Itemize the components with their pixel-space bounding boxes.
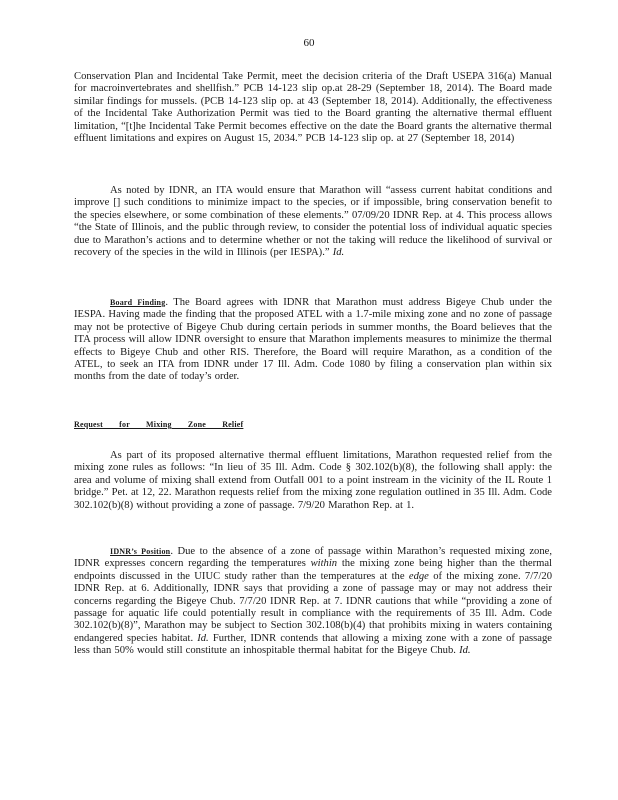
- citation-id: Id.: [332, 247, 345, 259]
- paragraph-text: Further, IDNR contends that allowing a mixing zone with a zone of passage less than 50% would still constitute an inhospitable thermal habitat for the Bigeye Chub.: [74, 632, 552, 657]
- citation-id: Id.: [197, 632, 209, 644]
- paragraph-mixing-zone-request: [74, 450, 552, 512]
- board-finding-heading: Board Finding: [110, 298, 166, 307]
- paragraph-text: Conservation Plan and Incidental Take Permit, meet the decision criteria of the Draft USEPA 316(a) Manual for macroinvertebrates and shellfish.” PCB 14-123 slip op.at 28-29 (September 18, 2014). The Board made similar findings for mussels. (PCB 14-123 slip op. at 43 (September 18, 2014). Additionally, the effectiveness of the Incidental Take Authorization Permit was tied to the Board granting the alternative thermal effluent limitation, “[t]he Incidental Take Permit becomes effective on the date the Board grants the alternative thermal effluent limitations and expires on August 15, 2034.” PCB 14-123 slip op. at 27 (September 18, 2014): [74, 71, 552, 145]
- paragraph-text: the mixing zone being higher than the thermal endpoints discussed in the UIUC study rather than the temperatures at the: [74, 558, 552, 582]
- page-number: 60: [303, 37, 315, 49]
- emphasis-edge: edge: [408, 570, 429, 582]
- paragraph-text: of the mixing zone. 7/7/20 IDNR Rep. at 6. Additionally, IDNR says that providing a zone of passage may or may not address their concerns regarding the Bigeye Chub. 7/7/20 IDNR Rep. at 7. IDNR cautions that while “providing a zone of passage for aquatic life could potentially result in compliance with the requirements of 35 Ill. Adm. Code 302.102(b)(8)”, Marathon may be subject to Section 302.108(b)(4) that prohibits mixing in waters containing endangered species habitat.: [74, 570, 552, 644]
- section-heading: Request for Mixing Zone Relief: [74, 420, 244, 429]
- citation-id: Id.: [459, 645, 471, 657]
- paragraph-idnr-position: [74, 546, 552, 658]
- paragraph-board-finding: [74, 297, 552, 384]
- paragraph-idnr-ita: [74, 185, 552, 259]
- paragraph-text: . Due to the absence of a zone of passage within Marathon’s requested mixing zone, IDNR expresses concern regarding the temperatures: [74, 546, 552, 570]
- paragraph-text: As part of its proposed alternative thermal effluent limitations, Marathon requested relief from the mixing zone rules as follows: “In lieu of 35 Ill. Adm. Code § 302.102(b)(8), the following shall apply: the area and volume of mixing shall extend from Outfall 001 to a point instream in the vicinity of the IL Route 1 bridge.” Pet. at 12, 22. Marathon requests relief from the mixing zone regulation outlined in 35 Ill. Adm. Code 302.102(b)(8) without providing a zone of passage. 7/9/20 Marathon Rep. at 1.: [74, 450, 552, 511]
- paragraph-text: As noted by IDNR, an ITA would ensure that Marathon will “assess current habitat conditions and improve [] such conditions to minimize impact to the species, or if impossible, bring conservation benefit to the species elsewhere, or some combination of these elements.” 07/09/20 IDNR Rep. at 4. This process allows “the State of Illinois, and the public through review, to consider the potential loss of individual aquatic species due to Marathon’s actions and to determine whether or not the taking will reduce the likelihood of survival or recovery of the species in the wild in Illinois (per IESPA).”: [74, 185, 552, 259]
- idnr-position-heading: IDNR’s Position: [110, 547, 171, 556]
- emphasis-within: within: [310, 558, 338, 570]
- paragraph-conservation-plan: [74, 71, 552, 145]
- paragraph-text: . The Board agrees with IDNR that Marathon must address Bigeye Chub under the IESPA. Having made the finding that the proposed ATEL with a 1.7-mile mixing zone and no zone of passage may not be protective of Bigeye Chub during certain periods in summer months, the Board believes that the ITA process will allow IDNR oversight to ensure that Marathon implements measures to minimize the thermal effects to Bigeye Chub and other RIS. Therefore, the Board will require Marathon, as a condition of the ATEL, to seek an ITA from IDNR under 17 Ill. Adm. Code 1080 by filing a conservation plan within six months from the date of today’s order.: [74, 297, 553, 383]
